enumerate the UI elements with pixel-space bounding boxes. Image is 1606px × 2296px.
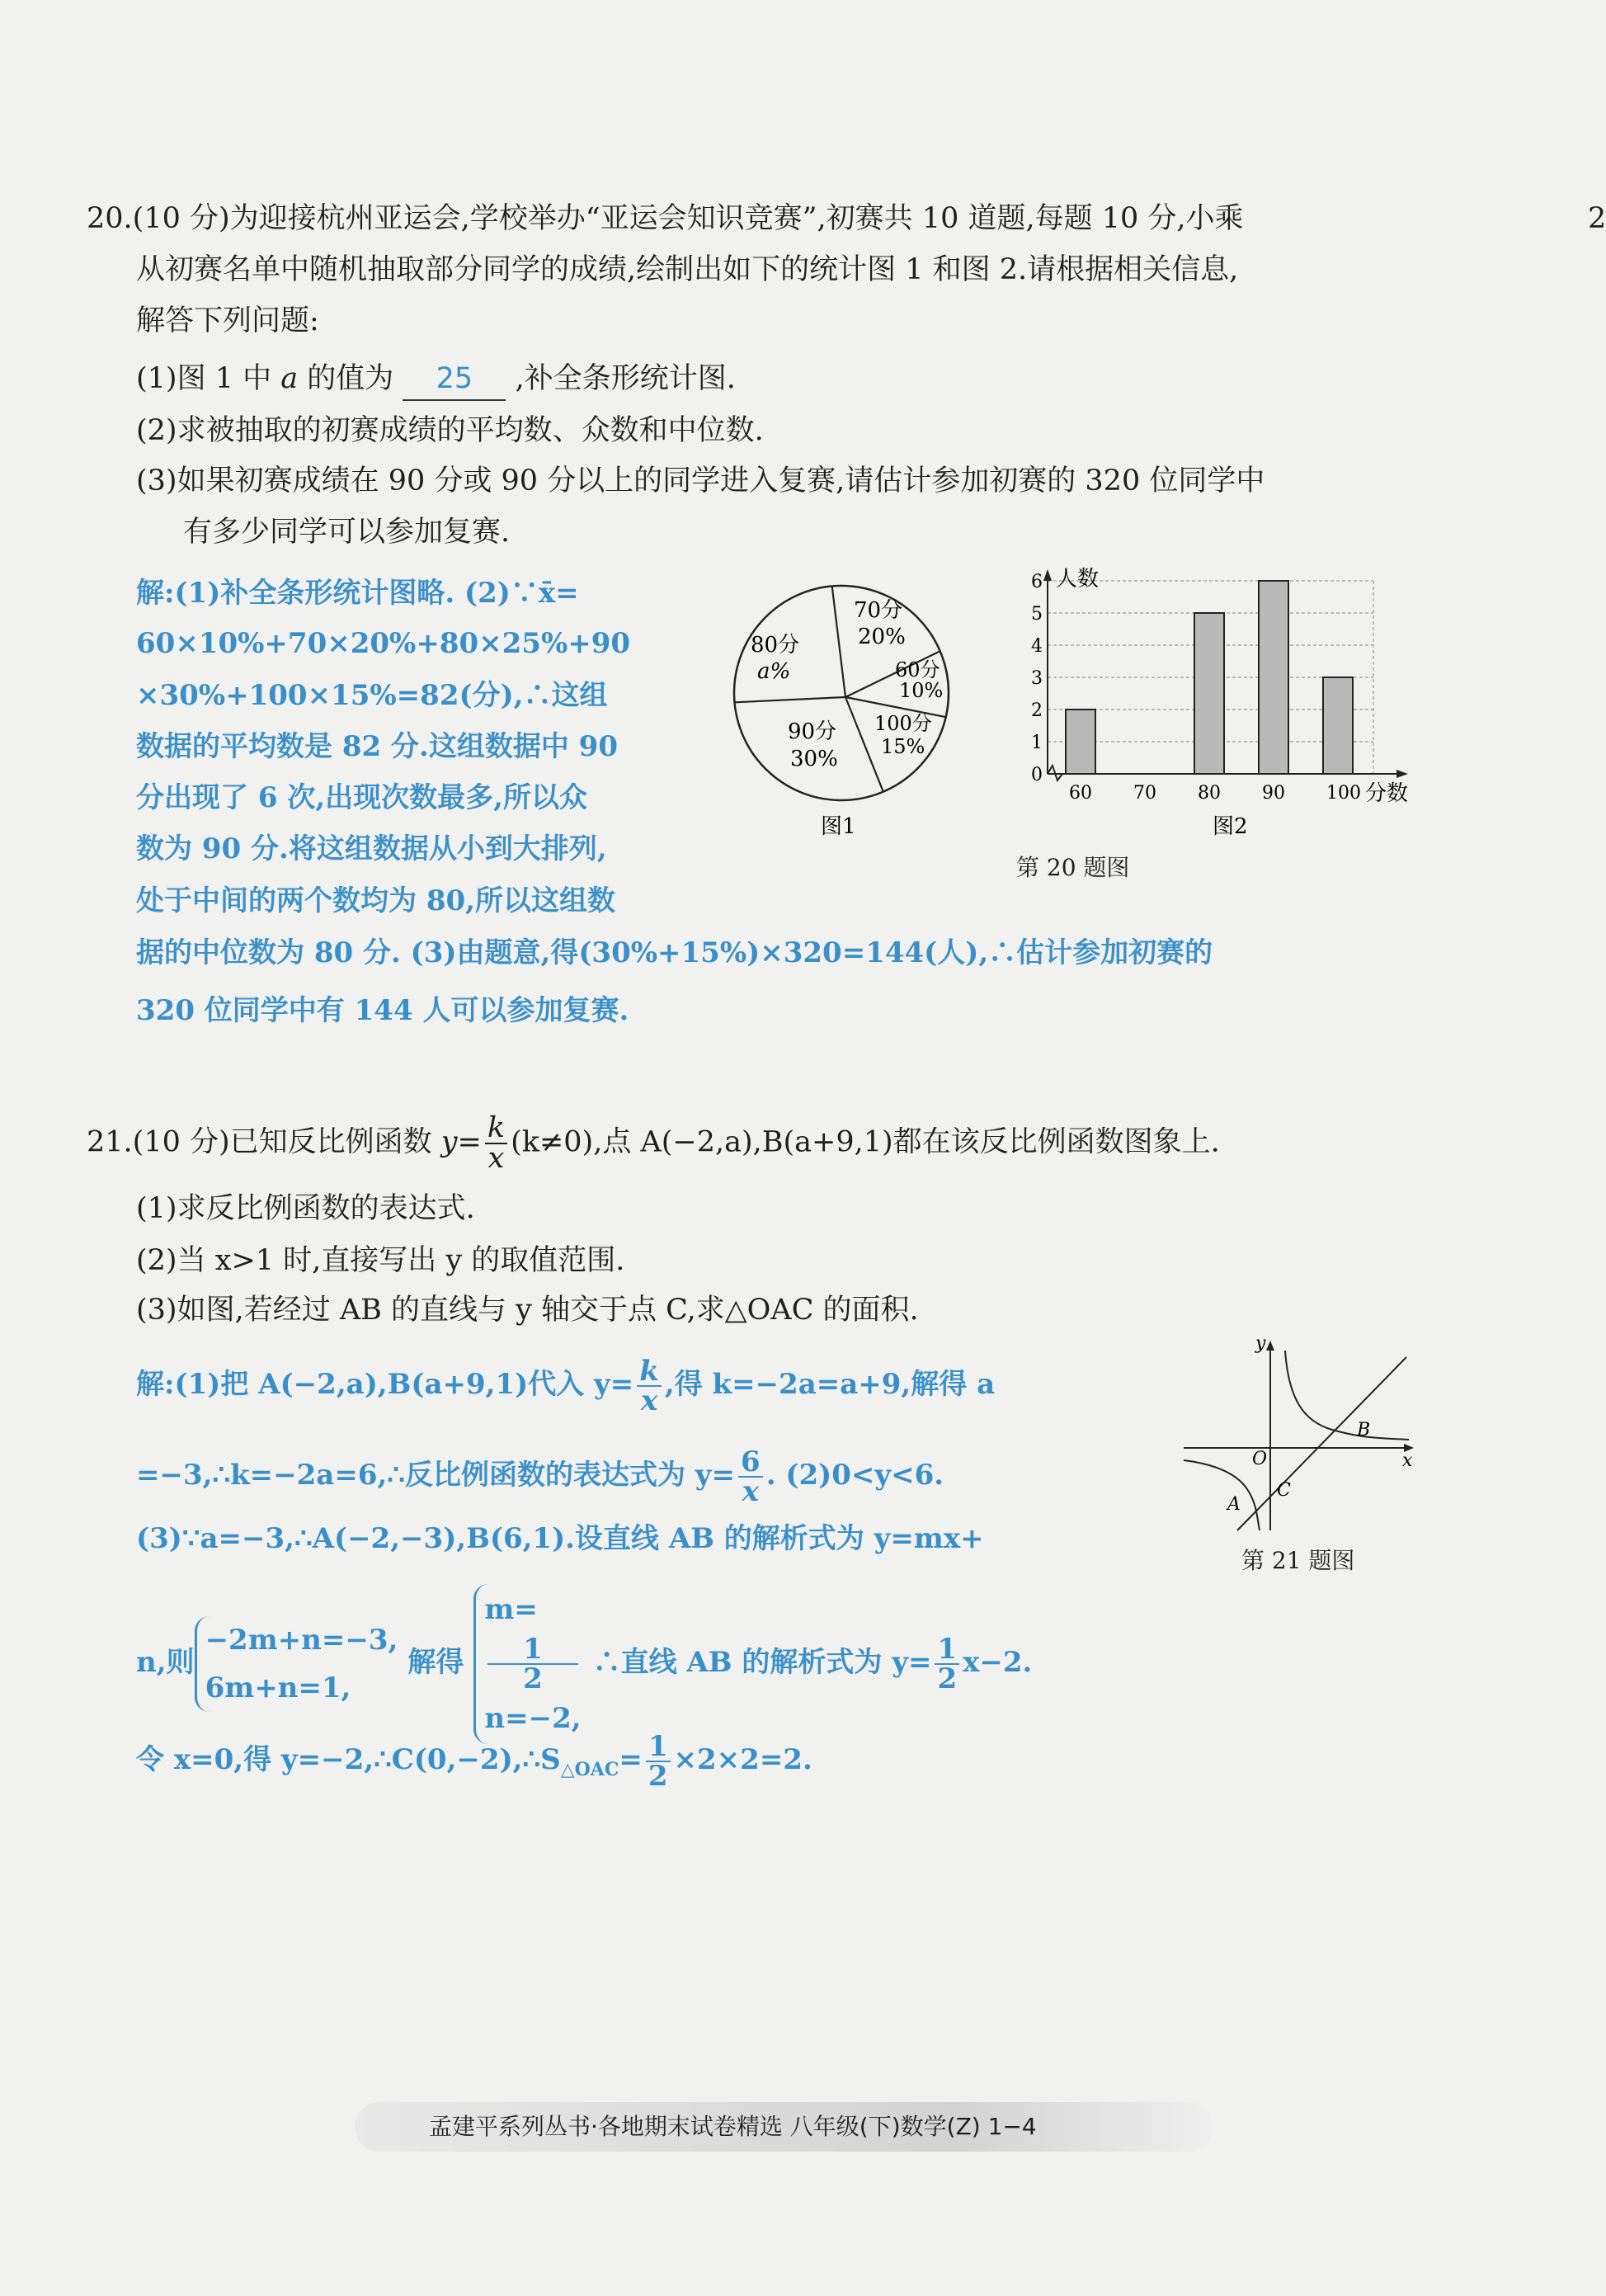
q21-m-fraction bbox=[487, 1635, 577, 1693]
bar-ytick-label: 3 bbox=[1031, 668, 1043, 689]
q21-part2: (2)当 x>1 时,直接写出 y 的取值范围. bbox=[136, 1244, 625, 1277]
bar-y-arrow bbox=[1043, 569, 1052, 581]
q20-solution-line7: 处于中间的两个数均为 80,所以这组数 bbox=[136, 884, 615, 917]
margin-mark: 2 bbox=[1588, 202, 1606, 235]
q21-frac-num: k bbox=[485, 1114, 507, 1144]
q21-m-solution bbox=[484, 1584, 581, 1693]
pie-label-100: 100分 bbox=[874, 712, 932, 735]
pie-label-80: 80分 bbox=[751, 633, 800, 658]
q21-part3: (3)如图,若经过 AB 的直线与 y 轴交于点 C,求△OAC 的面积. bbox=[136, 1294, 919, 1327]
q20-solution-line3: ×30%+100×15%=82(分),∴这组 bbox=[136, 679, 608, 712]
q21-solution-line3: (3)∵a=−3,∴A(−2,−3),B(6,1).设直线 AB 的解析式为 y=mx+ bbox=[136, 1522, 984, 1555]
q21-line1-b: (k≠0),点 A(−2,a),B(a+9,1)都在该反比例函数图象上. bbox=[511, 1125, 1220, 1159]
q21-label-c: C bbox=[1277, 1480, 1291, 1501]
q21-figure bbox=[1180, 1332, 1427, 1535]
q21-label-o: O bbox=[1252, 1449, 1268, 1469]
q21-solution-line2 bbox=[136, 1445, 944, 1508]
bar-xlabel: 分数 bbox=[1365, 781, 1409, 806]
q20-solution-line8: 据的中位数为 80 分. (3)由题意,得(30%+15%)×320=144(人),∴估计参加初赛的 bbox=[136, 936, 1213, 969]
q21-area-frac-num: 1 bbox=[646, 1733, 671, 1762]
footer-text: 孟建平系列丛书·各地期末试卷精选 八年级(下)数学(Z) 1−4 bbox=[429, 2113, 1037, 2140]
bar-80 bbox=[1194, 613, 1224, 774]
q21-sol4-a: n,则 bbox=[136, 1646, 195, 1679]
bar-100 bbox=[1323, 677, 1353, 774]
q21-y-arrow bbox=[1266, 1341, 1274, 1351]
pie-pct-90: 30% bbox=[790, 747, 838, 771]
q21-sol1-frac-den: x bbox=[640, 1384, 658, 1417]
bar-x-arrow bbox=[1396, 770, 1408, 778]
q21-solution-line5 bbox=[136, 1730, 812, 1793]
q21-area-fraction bbox=[646, 1730, 671, 1793]
q21-n-eq: n=−2, bbox=[484, 1702, 582, 1735]
q20-solution-line5: 分出现了 6 次,出现次数最多,所以众 bbox=[136, 781, 588, 814]
bar-ylabel: 人数 bbox=[1056, 567, 1100, 592]
q21-label-x: x bbox=[1402, 1450, 1413, 1471]
pie-pct-70: 20% bbox=[858, 625, 906, 649]
q21-sol2-frac-num: 6 bbox=[738, 1448, 763, 1478]
pie-pct-60: 10% bbox=[899, 679, 944, 702]
q21-solution-line1 bbox=[136, 1357, 995, 1415]
pie-divider-4 bbox=[735, 697, 846, 702]
bar-ytick-label: 6 bbox=[1031, 572, 1043, 592]
q21-hyperbola-right bbox=[1285, 1351, 1409, 1440]
q20-line2: 从初赛名单中随机抽取部分同学的成绩,绘制出如下的统计图 1 和图 2.请根据相关信息, bbox=[136, 253, 1239, 286]
q21-label-y: y bbox=[1255, 1333, 1266, 1354]
q21-sol5-sub: △OAC bbox=[560, 1758, 619, 1780]
q20-part3a: (3)如果初赛成绩在 90 分或 90 分以上的同学进入复赛,请估计参加初赛的 320 位同学中 bbox=[136, 464, 1265, 497]
q21-line-fraction bbox=[935, 1635, 959, 1693]
bar-xtick-label: 90 bbox=[1262, 783, 1285, 804]
q21-eq1: −2m+n=−3, bbox=[205, 1624, 398, 1657]
pie-label-60: 60分 bbox=[895, 658, 940, 681]
q21-figure-caption: 第 21 题图 bbox=[1241, 1547, 1355, 1574]
q21-line1-a: 21.(10 分)已知反比例函数 bbox=[87, 1125, 441, 1159]
bar-chart bbox=[1019, 561, 1431, 842]
q21-line-frac-den: 2 bbox=[937, 1662, 958, 1695]
q21-line-frac-num: 1 bbox=[935, 1635, 959, 1665]
q21-y: y= bbox=[440, 1125, 482, 1159]
q21-equation-system bbox=[195, 1616, 398, 1712]
q20-part1-var: a bbox=[280, 362, 299, 395]
bar-ytick-label: 4 bbox=[1031, 636, 1043, 657]
q21-sol2-a: =−3,∴k=−2a=6,∴反比例函数的表达式为 y= bbox=[136, 1459, 736, 1492]
q21-sol4-c: ∴直线 AB 的解析式为 y= bbox=[592, 1646, 932, 1679]
q21-sol5-a: 令 x=0,得 y=−2,∴C(0,−2),∴S bbox=[136, 1743, 561, 1776]
bar-ytick-label: 2 bbox=[1031, 700, 1043, 721]
q21-sol1-frac-num: k bbox=[637, 1357, 662, 1387]
q20-solution-line9: 320 位同学中有 144 人可以参加复赛. bbox=[136, 994, 629, 1027]
q21-area-frac-den: 2 bbox=[648, 1760, 668, 1793]
q20-part1-b: 的值为 bbox=[307, 362, 394, 395]
q20-part3b: 有多少同学可以参加复赛. bbox=[183, 516, 511, 549]
q21-frac-den: x bbox=[487, 1142, 505, 1175]
bar-90 bbox=[1259, 581, 1288, 774]
bar-60 bbox=[1066, 710, 1095, 774]
q20-solution-line2: 60×10%+70×20%+80×25%+90 bbox=[136, 627, 631, 660]
pie-pct-80: a% bbox=[757, 659, 791, 684]
pie-label-70: 70分 bbox=[854, 598, 903, 623]
bar-xtick-label: 70 bbox=[1133, 783, 1156, 804]
bar-xtick-label: 60 bbox=[1069, 783, 1092, 804]
bar-ytick-label: 1 bbox=[1031, 733, 1043, 753]
q20-solution-line1: 解:(1)补全条形统计图略. (2)∵x̄= bbox=[136, 577, 579, 610]
q21-part1: (1)求反比例函数的表达式. bbox=[136, 1192, 475, 1225]
q20-figure-caption: 第 20 题图 bbox=[1016, 854, 1130, 881]
q20-answer-blank: 25 bbox=[403, 358, 506, 401]
q20-solution-line4: 数据的平均数是 82 分.这组数据中 90 bbox=[136, 730, 618, 763]
q21-m-num: 1 bbox=[487, 1635, 577, 1665]
q21-sol1-fraction bbox=[637, 1357, 662, 1415]
q21-label-a: A bbox=[1227, 1494, 1241, 1515]
bar-xtick-label: 80 bbox=[1198, 783, 1221, 804]
q21-sol2-frac-den: x bbox=[742, 1475, 759, 1508]
q21-sol1-a: 解:(1)把 A(−2,a),B(a+9,1)代入 y= bbox=[136, 1368, 634, 1401]
pie-title: 图1 bbox=[821, 814, 856, 839]
bar-xtick-label: 100 bbox=[1326, 783, 1361, 804]
q20-part2: (2)求被抽取的初赛成绩的平均数、众数和中位数. bbox=[136, 414, 764, 447]
q21-line1 bbox=[87, 1111, 1220, 1175]
q21-sol5-c: ×2×2=2. bbox=[673, 1743, 812, 1776]
q21-sol2-fraction bbox=[738, 1445, 763, 1508]
pie-label-90: 90分 bbox=[788, 719, 837, 744]
q21-solution-line4 bbox=[136, 1584, 1033, 1735]
q21-solution-system bbox=[473, 1584, 581, 1744]
q21-sol2-b: . (2)0<y<6. bbox=[765, 1459, 944, 1492]
bar-ytick-label: 0 bbox=[1031, 765, 1043, 785]
bar-ytick-label: 5 bbox=[1031, 604, 1043, 625]
pie-pct-100: 15% bbox=[881, 735, 925, 758]
footer-banner bbox=[355, 2102, 1213, 2152]
bar-title: 图2 bbox=[1213, 814, 1248, 839]
q21-m-den: 2 bbox=[523, 1662, 543, 1695]
q21-line-ab bbox=[1237, 1357, 1406, 1530]
q20-part1-a: (1)图 1 中 bbox=[136, 362, 272, 395]
q21-sol4-d: x−2. bbox=[963, 1646, 1033, 1679]
q21-label-b: B bbox=[1357, 1420, 1371, 1440]
q20-line1: 20.(10 分)为迎接杭州亚运会,学校举办“亚运会知识竞赛”,初赛共 10 道题,每题 10 分,小乘 bbox=[87, 202, 1244, 235]
q21-sol4-b: 解得 bbox=[407, 1646, 464, 1679]
q21-fraction-k-over-x bbox=[485, 1111, 507, 1175]
q21-m-eq: m= bbox=[484, 1593, 538, 1626]
pie-chart bbox=[726, 578, 990, 858]
q21-eq2: 6m+n=1, bbox=[205, 1671, 351, 1704]
q20-part1 bbox=[136, 358, 736, 401]
pie-divider-0 bbox=[832, 587, 845, 698]
q20-solution-line6: 数为 90 分.将这组数据从小到大排列, bbox=[136, 832, 607, 865]
q21-sol5-b: = bbox=[619, 1743, 643, 1776]
q21-sol1-b: ,得 k=−2a=a+9,解得 a bbox=[664, 1368, 996, 1401]
q20-part1-c: ,补全条形统计图. bbox=[515, 362, 736, 395]
q20-line3: 解答下列问题: bbox=[136, 304, 319, 337]
